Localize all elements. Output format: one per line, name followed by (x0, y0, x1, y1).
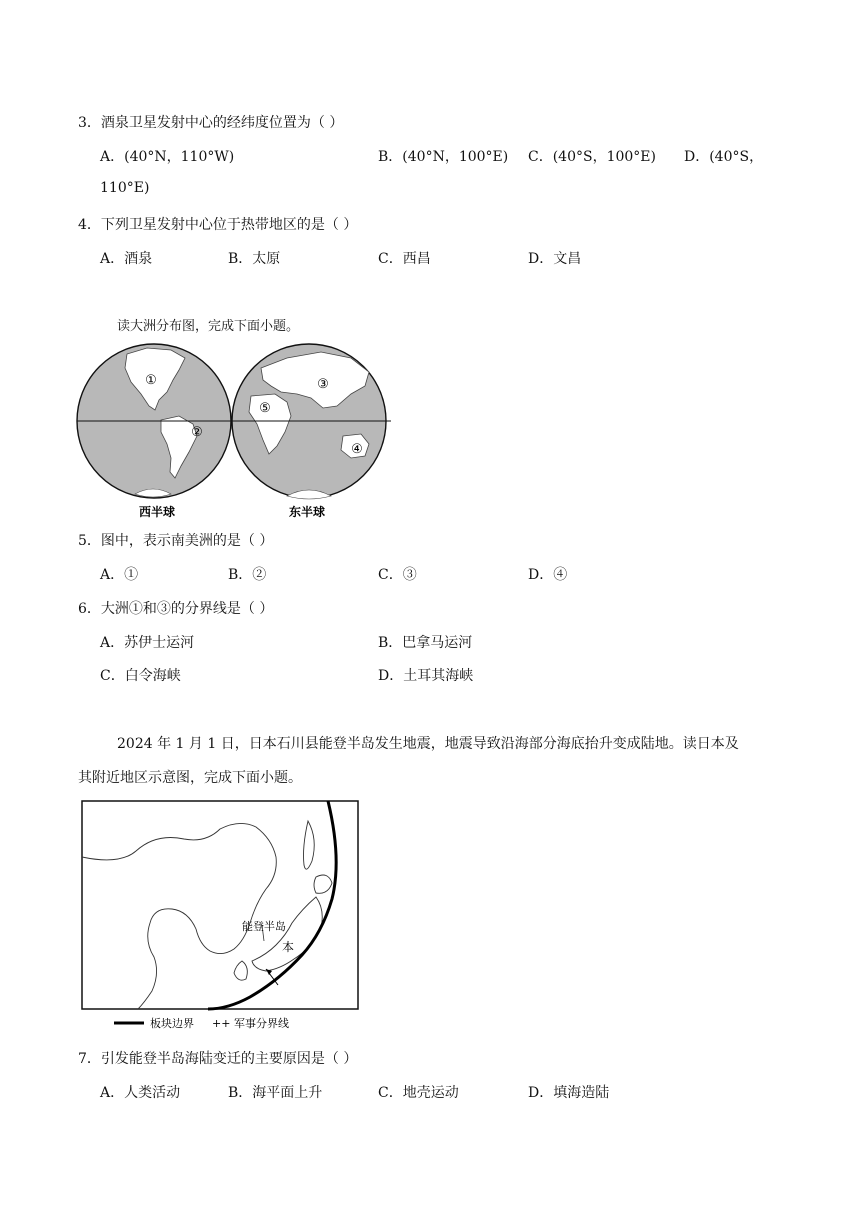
marker-1: ① (145, 373, 157, 388)
q4-stem: 4．下列卫星发射中心位于热带地区的是（ ） (78, 217, 358, 233)
q7-stem: 7．引发能登半岛海陆变迁的主要原因是（ ） (78, 1051, 358, 1067)
q5-stem: 5．图中，表示南美洲的是（ ） (78, 533, 274, 549)
japan-region-map (80, 799, 362, 1033)
q3-option-d-continued: 110°E) (100, 180, 150, 196)
q7-option-a[interactable]: A．人类活动 (100, 1085, 181, 1101)
legend-plate-label: 板块边界 (150, 1017, 194, 1030)
intro-japan-line2: 其附近地区示意图，完成下面小题。 (78, 770, 302, 786)
marker-4: ④ (351, 442, 363, 457)
q4-option-d[interactable]: D．文昌 (528, 251, 582, 267)
q4-option-b[interactable]: B．太原 (228, 251, 281, 267)
q5-option-b[interactable]: B．② (228, 567, 267, 583)
q6-option-b[interactable]: B．巴拿马运河 (378, 635, 473, 651)
q6-option-c[interactable]: C．白令海峡 (100, 668, 181, 684)
q6-stem: 6．大洲①和③的分界线是（ ） (78, 601, 274, 617)
hemisphere-map (75, 336, 393, 522)
q5-option-d[interactable]: D．④ (528, 567, 568, 583)
q6-option-d[interactable]: D．土耳其海峡 (378, 668, 474, 684)
honshu-label: 本 (281, 940, 295, 954)
marker-3: ③ (317, 377, 329, 392)
noto-peninsula-label: 能登半岛 (242, 920, 286, 933)
q4-option-c[interactable]: C．西昌 (378, 251, 431, 267)
eastern-hemisphere-label: 东半球 (288, 505, 326, 519)
q3-option-d[interactable]: D．(40°S， (684, 149, 764, 165)
western-hemisphere-label: 西半球 (138, 505, 176, 519)
q5-option-c[interactable]: C．③ (378, 567, 417, 583)
q3-option-c[interactable]: C．(40°S，100°E) (528, 149, 656, 165)
q5-option-a[interactable]: A．① (100, 567, 139, 583)
q7-option-c[interactable]: C．地壳运动 (378, 1085, 459, 1101)
q3-option-b[interactable]: B．(40°N，100°E) (378, 149, 509, 165)
q7-option-b[interactable]: B．海平面上升 (228, 1085, 323, 1101)
intro-continent-map: 读大洲分布图，完成下面小题。 (117, 319, 300, 334)
q3-stem: 3．酒泉卫星发射中心的经纬度位置为（ ） (78, 115, 344, 131)
legend-military-symbol: ++ (212, 1017, 231, 1030)
legend-military-label: 军事分界线 (234, 1017, 289, 1030)
q4-option-a[interactable]: A．酒泉 (100, 251, 153, 267)
q7-option-d[interactable]: D．填海造陆 (528, 1085, 610, 1101)
map-frame (82, 801, 358, 1009)
intro-japan-line1: 2024 年 1 月 1 日，日本石川县能登半岛发生地震，地震导致沿海部分海底抬升变成陆地。读日本及 (117, 736, 739, 752)
marker-2: ② (191, 425, 203, 440)
marker-5: ⑤ (259, 401, 271, 416)
q6-option-a[interactable]: A．苏伊士运河 (100, 635, 195, 651)
q3-option-a[interactable]: A．(40°N，110°W) (100, 149, 235, 165)
